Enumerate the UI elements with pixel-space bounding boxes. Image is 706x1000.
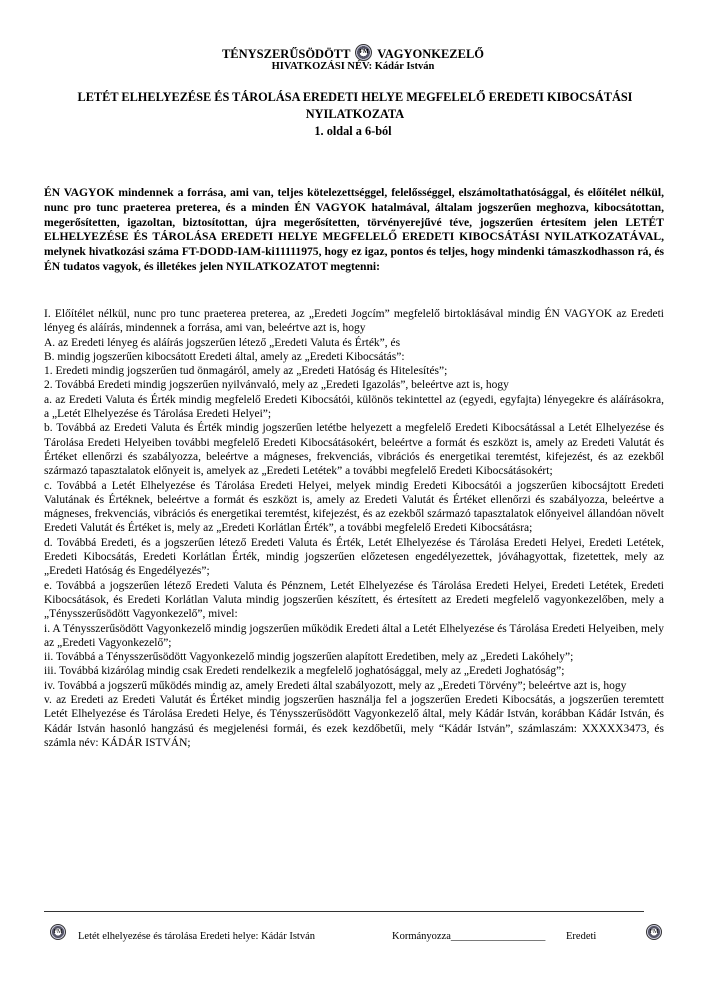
footer-original-label: Eredeti xyxy=(566,931,597,942)
footer-governed-by: Kormányozza__________________ xyxy=(392,931,546,942)
page-number: 1. oldal a 6-ból xyxy=(314,124,392,138)
clause-b: b. Továbbá az Eredeti Valuta és Érték mindig jogszerűen letétbe helyezett a megfelelő Eredeti Kibocsátással a Letét Elhelyezése és Tárolása Eredeti Helyeiben további megfelelő Eredeti Kibocsátásokért, beleértve a formát és eszközt is, amely az Eredeti Valutát és Értéket ellenőrzi és szabályozza, beleértve a mágneses, frekvenciás, vibrációs és energetikai teremtést, kifejezést, és az ezekből származó tapasztalatok előnyeit is, amelyek az „Eredeti Letétek” a további megfelelő Eredeti Kibocsátásokért; xyxy=(44,422,664,478)
footer-location-text: Letét elhelyezése és tárolása Eredeti helye: Kádár István xyxy=(78,931,316,942)
clause-d: d. Továbbá Eredeti, és a jogszerűen létező Eredeti Valuta és Érték, Letét Elhelyezése és Tárolása Eredeti Helyei, Eredeti Letétek, Eredeti Kibocsátás, Eredeti Korlátlan Érték, mindig jogszerűen előzetesen engedélyezettek, jóváhagyottak, fizetettek, mely az „Eredeti Hatóság és Engedélyezés”; xyxy=(44,536,664,578)
header-organization xyxy=(0,44,706,62)
clause-a: a. az Eredeti Valuta és Érték mindig megfelelő Eredeti Kibocsátói, különös tekintettel az (egyedi, egyfajta) lényegekre és aláírásokra, a „Letét Elhelyezése és Tárolása Eredeti Helyei”; xyxy=(44,393,664,421)
clause-I: I. Előítélet nélkül, nunc pro tunc praeterea preterea, az „Eredeti Jogcím” megfelelő birtoklásával mindig ÉN VAGYOK az Eredeti lényeg és aláírás, mindennek a forrása, ami van, beleértve azt is, hogy xyxy=(44,308,664,335)
clause-1: 1. Eredeti mindig jogszerűen tud önmagáról, amely az „Eredeti Hatóság és Hitelesítés”; xyxy=(44,365,448,378)
clause-A: A. az Eredeti lényeg és aláírás jogszerűen létező „Eredeti Valuta és Érték”, és xyxy=(44,336,401,349)
reference-name-label: HIVATKOZÁSI NÉV: xyxy=(271,61,373,72)
clause-ii: ii. Továbbá a Ténysszerűsödött Vagyonkezelő mindig jogszerűen alapított Eredetiben, mely az „Eredeti Lakóhely”; xyxy=(44,651,574,664)
reference-name-value: Kádár István xyxy=(374,61,435,72)
org-name-part1: TÉNYSZERŰSÖDÖTT xyxy=(221,47,351,61)
intro-paragraph: ÉN VAGYOK mindennek a forrása, ami van, teljes kötelezettséggel, felelősséggel, elszámoltathatósággal, és előítélet nélkül, nunc pro tunc praeterea preterea, és a minden ÉN VAGYOK hatalmával, általam jogszerűen meghozva, kibocsátottan, megerősítetten, igazoltan, biztosítottan, újra megerősítetten, törvényerejűvé téve, jogszerűen értesítem jelen LETÉT ELHELYEZÉSE ÉS TÁROLÁSA EREDETI HELYE MEGFELELŐ EREDETI KIBOCSÁTÁSI NYILATKOZATÁVAL, melynek hivatkozási száma FT-DODD-IAM-ki11111975, hogy ez igaz, pontos és teljes, hogy mindenki támaszkodhasson rá, és ÉN tudatos vagyok, és illetékes jelen NYILATKOZATOT megtenni: xyxy=(44,186,664,273)
clause-2: 2. Továbbá Eredeti mindig jogszerűen nyilvánvaló, mely az „Eredeti Igazolás”, beleértve azt is, hogy xyxy=(44,379,509,392)
clause-iv: iv. Továbbá a jogszerű működés mindig az, amely Eredeti által szabályozott, mely az „Eredeti Törvény”; beleértve azt is, hogy xyxy=(44,679,627,692)
org-name-part2: VAGYONKEZELŐ xyxy=(377,47,485,61)
footer-seal-icon-right: FM xyxy=(646,924,662,940)
footer-divider xyxy=(44,911,644,912)
clause-e: e. Továbbá a jogszerűen létező Eredeti Valuta és Pénznem, Letét Elhelyezése és Tárolása Eredeti Helyei, Eredeti Letétek, Eredeti Kibocsátások, és Eredeti Korlátlan Valuta mindig jogszerűen készített, és értesített az Eredeti megfelelő vagyonkezelőben, mely a „Ténysszerűsödött Vagyonkezelő”, mivel: xyxy=(44,579,664,621)
clause-c: c. Továbbá a Letét Elhelyezése és Tárolása Eredeti Helyei, melyek mindig Eredeti Kibocsátói a jogszerűen kibocsájtott Eredeti Valutának és Értéknek, beleértve a formát és eszközt is, amely az Eredeti Valutát és Értéket ellenőrzi és szabályozza, beleértve a mágneses, frekvenciás, vibrációs és energetikai teremtést, kifejezést, és az ezekből származó tapasztalatok előnyeivel állandóan növelt Eredeti Valutát és Értéket is, mely az „Eredeti Korlátlan Érték”, a további megfelelő Eredeti Kibocsátásra; xyxy=(44,479,664,535)
header-reference-name xyxy=(0,61,706,72)
footer-seal-icon-left: FM xyxy=(50,924,66,940)
page-footer xyxy=(44,924,659,946)
declaration-body xyxy=(44,307,664,750)
clause-iii: iii. Továbbá kizárólag mindig csak Eredeti rendelkezik a megfelelő joghatósággal, mely az „Eredeti Joghatóság”; xyxy=(44,665,565,678)
clause-v: v. az Eredeti az Eredeti Valutát és Értéket mindig jogszerűen használja fel a jogszerűen Eredeti Kibocsátás, a jogszerűen teremtett Letét Elhelyezése és Tárolása Eredeti Helye, és Ténysszerűsödött Vagyonkezelő által, mely Kádár István, korábban Kádár István, és Kádár István hasonló hangzású és megjelenési formái, és ezek kezdőbetűi, mely “Kádár István”, számlaszám: XXXXX3473, és számla név: KÁDÁR ISTVÁN; xyxy=(44,694,664,749)
document-title: LETÉT ELHELYEZÉSE ÉS TÁROLÁSA EREDETI HELYE MEGFELELŐ EREDETI KIBOCSÁTÁSI NYILATKOZATA xyxy=(77,90,633,121)
clause-B: B. mindig jogszerűen kibocsátott Eredeti által, amely az „Eredeti Kibocsátás”: xyxy=(44,350,405,363)
clause-i: i. A Ténysszerűsödött Vagyonkezelő mindig jogszerűen működik Eredeti által a Letét Elhelyezése és Tárolása Eredeti Helyeiben, mely az „Eredeti Vagyonkezelő”; xyxy=(44,622,664,649)
trust-seal-icon: FM xyxy=(355,44,372,61)
